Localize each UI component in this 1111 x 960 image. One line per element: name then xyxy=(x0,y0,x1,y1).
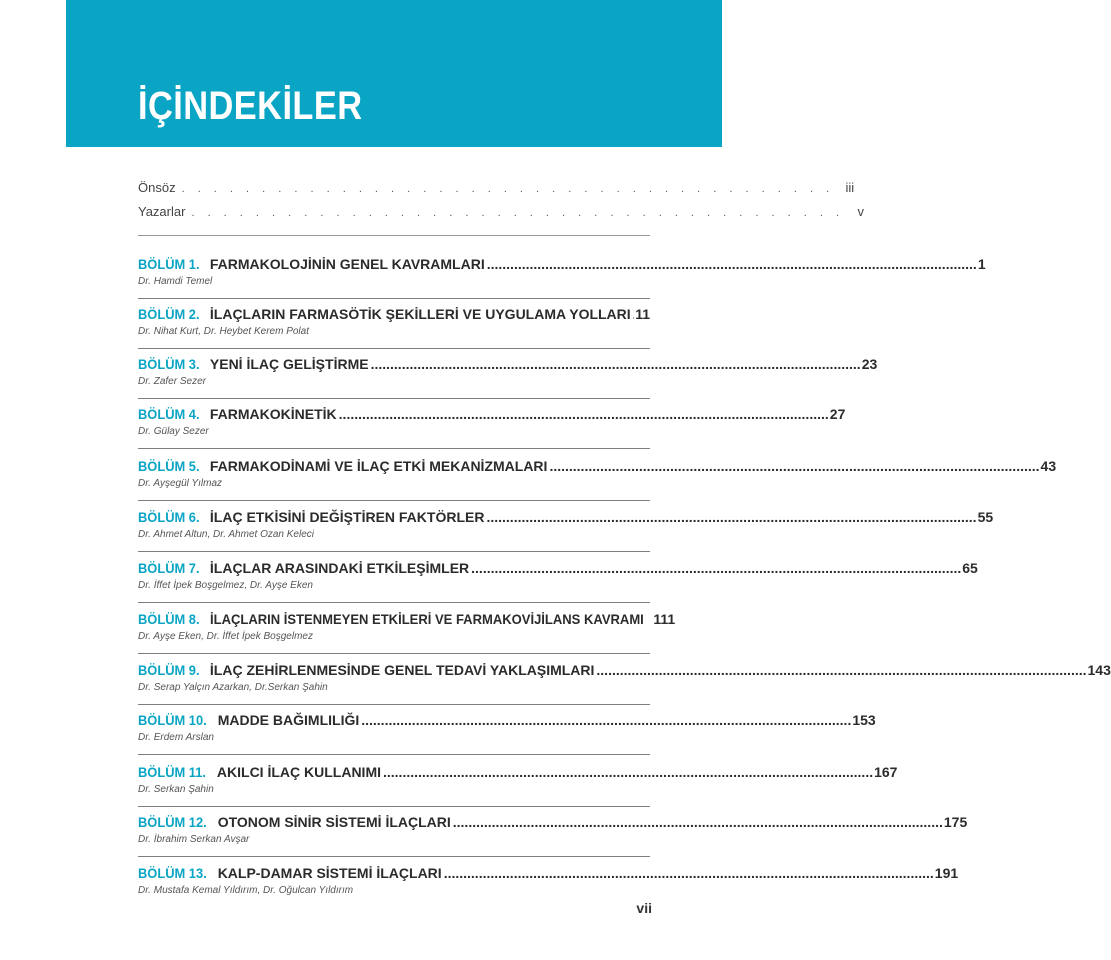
leader-dots: .............................................................................................................................. xyxy=(383,764,874,780)
toc-front-entry[interactable] xyxy=(138,180,855,195)
chapter-page: 111 xyxy=(653,611,676,627)
chapter-title: İLAÇLARIN FARMASÖTİK ŞEKİLLERİ VE UYGULAMA YOLLARI xyxy=(209,306,631,322)
section-divider xyxy=(138,235,650,236)
leader-dots: .............................................................................................................................. xyxy=(443,865,934,881)
chapter-number: BÖLÜM 6. xyxy=(138,509,200,525)
leader-dots: .............................................................................................................................. xyxy=(361,712,852,728)
chapter-title: İLAÇ ZEHİRLENMESİNDE GENEL TEDAVİ YAKLAŞIMLARI xyxy=(209,662,595,678)
toc-front-page: v xyxy=(857,204,865,219)
chapter-number: BÖLÜM 10. xyxy=(138,712,207,728)
header-banner xyxy=(66,0,722,147)
leader-dots: .............................................................................................................................. xyxy=(370,356,861,372)
leader-dots: .............................................................................................................................. xyxy=(549,458,1040,474)
chapter-number: BÖLÜM 8. xyxy=(138,611,200,627)
toc-chapter-entry[interactable] xyxy=(138,256,986,299)
leader-dots xyxy=(633,306,635,322)
chapter-title: AKILCI İLAÇ KULLANIMI xyxy=(216,764,381,780)
chapter-authors: Dr. Hamdi Temel xyxy=(138,276,213,287)
toc-chapter-entry[interactable] xyxy=(138,458,1057,501)
chapter-title: YENİ İLAÇ GELİŞTİRME xyxy=(209,356,369,372)
leader-dots: . . . . . . . . . . . . . . . . . . . . . . . . . . . . . . . . . . . . . . . . . xyxy=(181,183,835,195)
chapter-number: BÖLÜM 5. xyxy=(138,458,200,474)
chapter-title: İLAÇLAR ARASINDAKİ ETKİLEŞİMLER xyxy=(209,560,470,576)
chapter-page: 11 xyxy=(635,306,650,322)
toc-front-label: Önsöz xyxy=(138,180,176,195)
chapter-number: BÖLÜM 7. xyxy=(138,560,200,576)
chapter-title: İLAÇ ETKİSİNİ DEĞİŞTİREN FAKTÖRLER xyxy=(209,509,485,525)
chapter-title: FARMAKOLOJİNİN GENEL KAVRAMLARI xyxy=(209,256,485,272)
leader-dots: .............................................................................................................................. xyxy=(471,560,962,576)
chapter-title: İLAÇLARIN İSTENMEYEN ETKİLERİ VE FARMAKOVİJİLANS KAVRAMI xyxy=(209,611,644,627)
toc-chapter-entry[interactable] xyxy=(138,814,968,857)
chapter-number: BÖLÜM 4. xyxy=(138,406,200,422)
chapter-authors: Dr. Zafer Sezer xyxy=(138,376,206,387)
leader-dots: .............................................................................................................................. xyxy=(596,662,1087,678)
toc-front-label: Yazarlar xyxy=(138,204,186,219)
leader-dots: .............................................................................................................................. xyxy=(452,814,943,830)
page-number: vii xyxy=(636,900,652,916)
toc-chapter-entry[interactable] xyxy=(138,509,994,552)
chapter-page: 153 xyxy=(852,712,876,728)
chapter-page: 167 xyxy=(874,764,898,780)
chapter-page: 43 xyxy=(1040,458,1057,474)
toc-chapter-entry[interactable] xyxy=(138,306,650,349)
chapter-authors: Dr. Nihat Kurt, Dr. Heybet Kerem Polat xyxy=(138,326,309,337)
toc-chapter-entry[interactable] xyxy=(138,712,876,755)
chapter-title: OTONOM SİNİR SİSTEMİ İLAÇLARI xyxy=(217,814,451,830)
chapter-authors: Dr. Erdem Arslan xyxy=(138,732,214,743)
leader-dots: .............................................................................................................................. xyxy=(338,406,829,422)
chapter-authors: Dr. Serap Yalçın Azarkan, Dr.Serkan Şahin xyxy=(138,682,328,693)
leader-dots: .............................................................................................................................. xyxy=(486,256,977,272)
chapter-page: 175 xyxy=(943,814,968,830)
leader-dots: . . . . . . . . . . . . . . . . . . . . . . . . . . . . . . . . . . . . . . . . . xyxy=(191,207,845,219)
chapter-authors: Dr. Ahmet Altun, Dr. Ahmet Ozan Keleci xyxy=(138,529,314,540)
chapter-number: BÖLÜM 1. xyxy=(138,256,200,272)
page-title: İÇİNDEKİLER xyxy=(138,84,363,128)
chapter-authors: Dr. İbrahim Serkan Avşar xyxy=(138,834,250,845)
chapter-page: 65 xyxy=(962,560,978,576)
chapter-number: BÖLÜM 3. xyxy=(138,356,200,372)
chapter-title: FARMAKODİNAMİ VE İLAÇ ETKİ MEKANİZMALARI xyxy=(209,458,548,474)
chapter-authors: Dr. Gülay Sezer xyxy=(138,426,209,437)
chapter-authors: Dr. Serkan Şahin xyxy=(138,784,214,795)
chapter-page: 1 xyxy=(977,256,986,272)
chapter-authors: Dr. Ayşegül Yılmaz xyxy=(138,478,223,489)
chapter-number: BÖLÜM 11. xyxy=(138,764,206,780)
chapter-authors: Dr. Ayşe Eken, Dr. İffet İpek Boşgelmez xyxy=(138,631,313,642)
toc-chapter-entry[interactable] xyxy=(138,356,878,399)
chapter-number: BÖLÜM 12. xyxy=(138,814,207,830)
chapter-number: BÖLÜM 9. xyxy=(138,662,200,678)
chapter-page: 27 xyxy=(829,406,846,422)
chapter-page: 143 xyxy=(1087,662,1111,678)
toc-chapter-entry[interactable] xyxy=(138,764,898,807)
chapter-authors: Dr. Mustafa Kemal Yıldırım, Dr. Oğulcan Yıldırım xyxy=(138,885,354,896)
toc-chapter-entry[interactable] xyxy=(138,611,676,654)
chapter-title: KALP-DAMAR SİSTEMİ İLAÇLARI xyxy=(217,865,442,881)
chapter-page: 191 xyxy=(934,865,959,881)
chapter-page: 23 xyxy=(861,356,878,372)
toc-front-page: iii xyxy=(845,180,855,195)
toc-front-entry[interactable] xyxy=(138,204,865,219)
toc-chapter-entry[interactable] xyxy=(138,406,846,449)
toc-chapter-entry[interactable] xyxy=(138,560,978,603)
leader-dots: .............................................................................................................................. xyxy=(486,509,977,525)
chapter-title: MADDE BAĞIMLILIĞI xyxy=(217,712,360,728)
chapter-number: BÖLÜM 13. xyxy=(138,865,207,881)
chapter-title: FARMAKOKİNETİK xyxy=(209,406,337,422)
chapter-authors: Dr. İffet İpek Boşgelmez, Dr. Ayşe Eken xyxy=(138,580,313,591)
chapter-page: 55 xyxy=(977,509,994,525)
chapter-number: BÖLÜM 2. xyxy=(138,306,200,322)
toc-chapter-entry[interactable] xyxy=(138,865,959,907)
toc-chapter-entry[interactable] xyxy=(138,662,1111,705)
